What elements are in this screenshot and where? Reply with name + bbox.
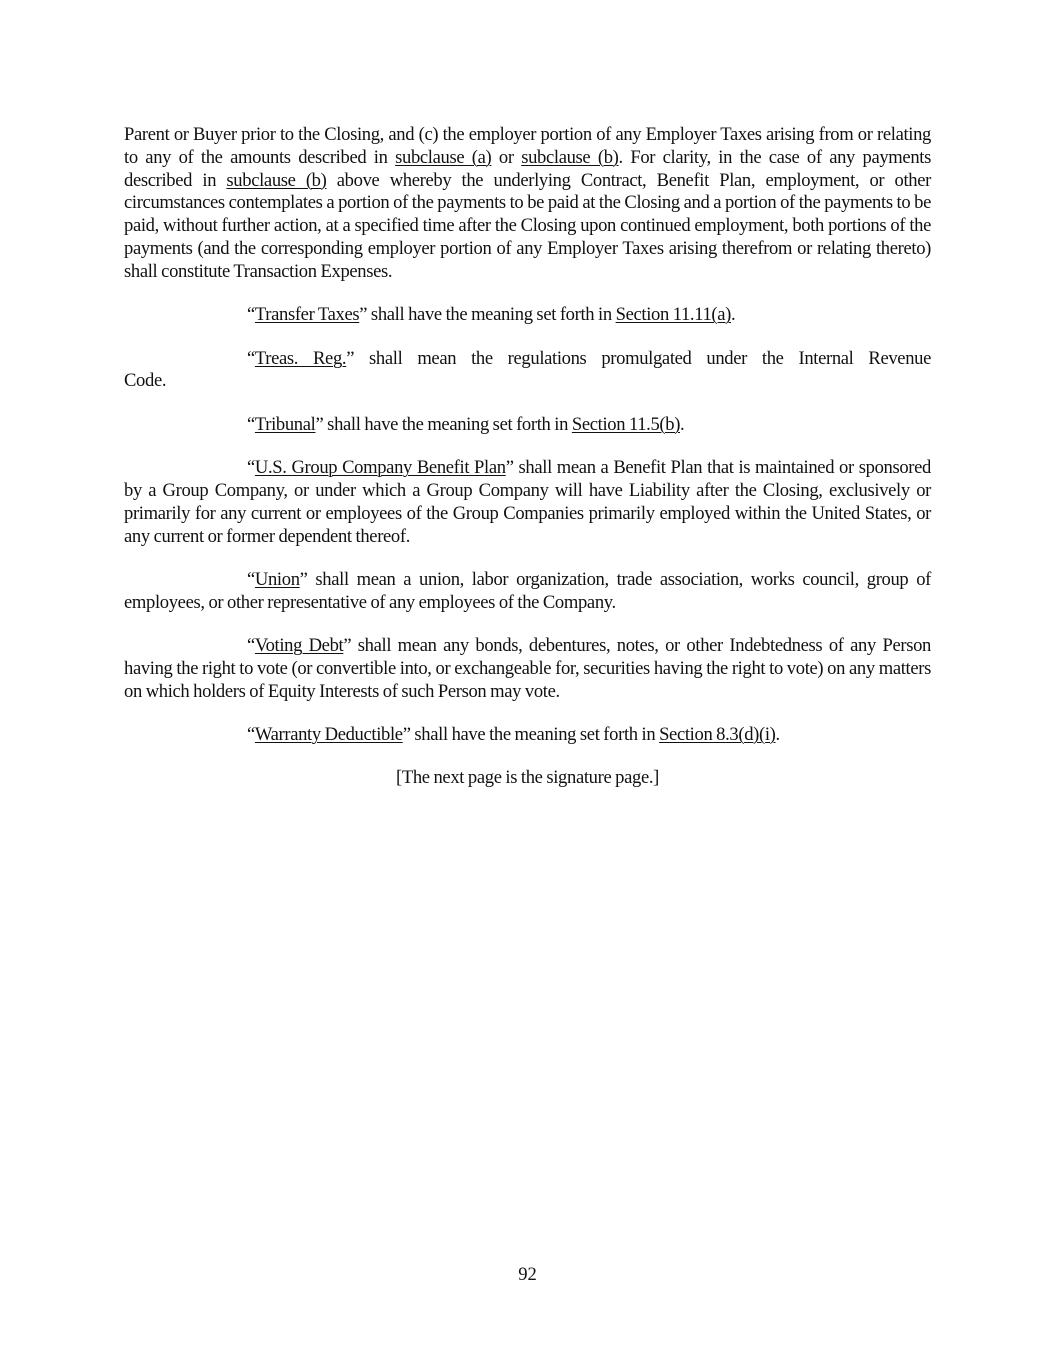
defined-term: Transfer Taxes — [254, 304, 360, 326]
paragraph-transaction-expenses: Parent or Buyer prior to the Closing, and (c) the employer portion of any Employer Taxes arising from or relating to any of the amounts described in subclause (a) or subclause (b). For clarity, in the case of any payments described in subclause (b) above whereby the underlying Contract, Benefit Plan, employment, or other circumstances contemplates a portion of the payments to be paid at the Closing and a portion of the payments to be paid, without further action, at a specified time after the Closing upon continued employment, both portions of the payments (and the corresponding employer portion of any Employer Taxes arising therefrom or relating thereto) shall constitute Transaction Expenses. — [124, 124, 931, 282]
definition-us-group-company-benefit-plan: “U.S. Group Company Benefit Plan” shall mean a Benefit Plan that is maintained or sponsored by a Group Company, or under which a Group Company will have Liability after the Closing, exclusively or primarily for any current or employees of the Group Companies primarily employed within the United States, or any current or former dependent thereof. — [124, 457, 931, 547]
definition-union: “Union” shall mean a union, labor organization, trade association, works council, group of employees, or other representative of any employees of the Company. — [124, 568, 931, 613]
defined-term: Tribunal — [254, 413, 316, 435]
defined-term: Warranty Deductible — [254, 724, 403, 746]
definition-tribunal: “Tribunal” shall have the meaning set forth in Section 11.5(b). — [247, 413, 685, 435]
page-number: 92 — [518, 1264, 537, 1285]
subclause-a-reference[interactable]: subclause (a) — [395, 146, 492, 168]
definition-transfer-taxes: “Transfer Taxes” shall have the meaning set forth in Section 11.11(a). — [247, 304, 736, 326]
section-reference[interactable]: Section 11.5(b) — [571, 413, 681, 435]
defined-term: Voting Debt — [254, 635, 344, 657]
section-reference[interactable]: Section 8.3(d)(i) — [659, 724, 776, 746]
defined-term: Union — [254, 568, 300, 590]
subclause-b-reference[interactable]: subclause (b) — [226, 169, 327, 191]
document-page — [124, 124, 931, 790]
subclause-b-reference[interactable]: subclause (b) — [521, 146, 619, 168]
signature-page-note: [The next page is the signature page.] — [395, 767, 659, 789]
defined-term: U.S. Group Company Benefit Plan — [254, 457, 506, 479]
defined-term: Treas. Reg. — [254, 347, 347, 369]
definition-warranty-deductible: “Warranty Deductible” shall have the meaning set forth in Section 8.3(d)(i). — [247, 724, 780, 746]
definition-voting-debt: “Voting Debt” shall mean any bonds, debentures, notes, or other Indebtedness of any Person having the right to vote (or convertible into, or exchangeable for, securities having the right to vote) on any matters on which holders of Equity Interests of such Person may vote. — [124, 635, 931, 702]
definition-treas-reg: “Treas. Reg.” shall mean the regulations promulgated under the Internal Revenue Code. — [124, 347, 932, 392]
section-reference[interactable]: Section 11.11(a) — [615, 304, 732, 326]
